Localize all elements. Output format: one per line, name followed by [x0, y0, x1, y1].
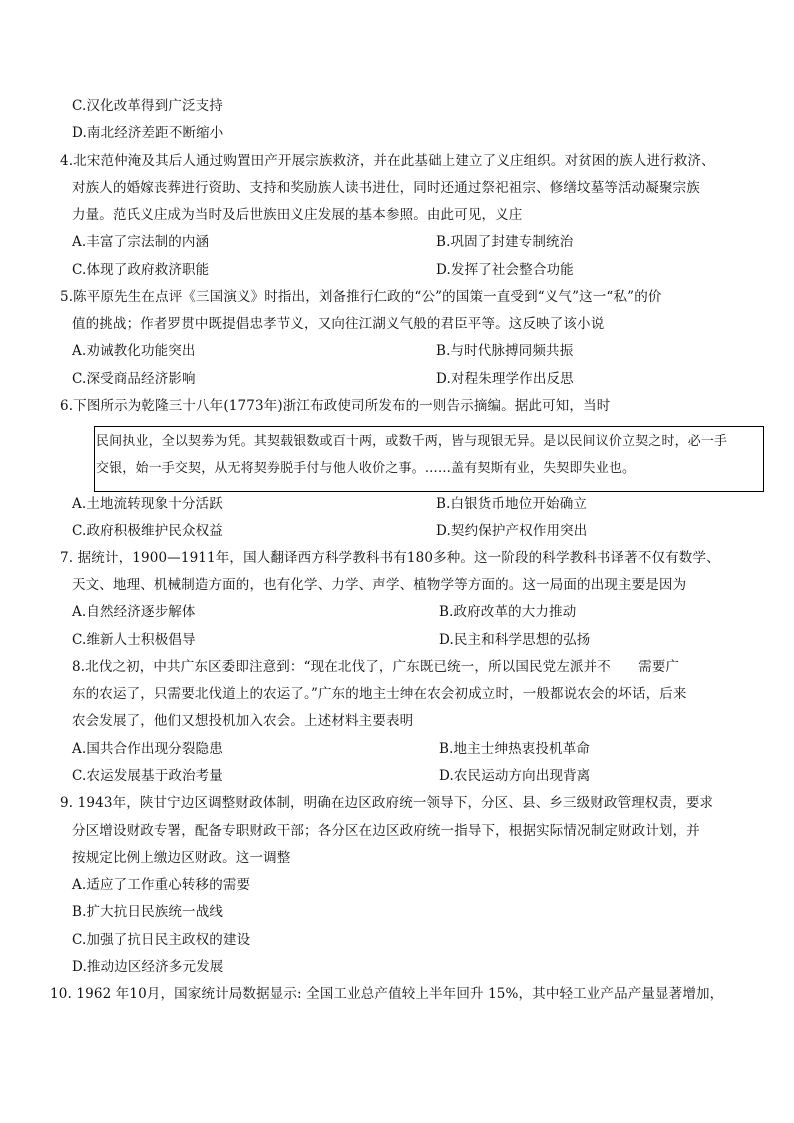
q6-quote-line-1: 民间执业，全以契劵为凭。其契载银数或百十两，或数千两，皆与现银无异。是以民间议价立契之时，必一手: [96, 434, 728, 449]
q4-option-b: B.巩固了封建专制统治: [436, 234, 574, 250]
q4-stem-line-1: 4.北宋范仲淹及其后人通过购置田产开展宗族救济，并在此基础上建立了义庄组织。对贫困的族人进行救济、: [60, 153, 715, 169]
q8-option-a: A.国共合作出现分裂隐患: [72, 741, 223, 757]
q8-option-b: B.地主士绅热衷投机革命: [439, 741, 591, 757]
q4-option-a: A.丰富了宗法制的内涵: [72, 234, 210, 250]
q7-option-a: A.自然经济逐步解体: [72, 604, 196, 620]
q8-option-c: C.农运发展基于政治考量: [72, 768, 223, 784]
q5-option-b: B.与时代脉搏同频共振: [436, 343, 574, 359]
q3-option-d: D.南北经济差距不断缩小: [72, 125, 224, 141]
q9-stem-line-2: 分区增设财政专署，配备专职财政干部；各分区在边区政府统一指导下，根据实际情况制定财政计划，并: [72, 823, 700, 839]
q7-stem-line-2: 天文、地理、机械制造方面的，也有化学、力学、声学、植物学等方面的。这一局面的出现主要是因为: [72, 577, 687, 593]
q9-stem-line-1: 9. 1943年，陕甘宁边区调整财政体制，明确在边区政府统一领导下，分区、县、乡三级财政管理权责，要求: [60, 795, 714, 811]
q9-option-c: C.加强了抗日民主政权的建设: [72, 932, 251, 948]
q8-stem-line-2: 东的农运了，只需要北伐道上的农运了。”广东的地主士绅在农会初成立时，一般都说农会的坏话，后来: [72, 686, 687, 702]
q4-option-c: C.体现了政府救济职能: [72, 262, 210, 278]
q6-stem: 6.下图所示为乾隆三十八年(1773年)浙江布政使司所发布的一则告示摘编。据此可知，当时: [60, 398, 611, 414]
q7-option-c: C.维新人士积极倡导: [72, 632, 196, 648]
q7-option-d: D.民主和科学思想的弘扬: [439, 632, 591, 648]
q5-option-c: C.深受商品经济影响: [72, 371, 196, 387]
q6-option-b: B.白银货币地位开始确立: [436, 496, 588, 512]
q9-option-a: A.适应了工作重心转移的需要: [72, 877, 251, 893]
q7-option-b: B.政府改革的大力推动: [439, 604, 577, 620]
q6-option-a: A.土地流转现象十分活跃: [72, 496, 223, 512]
q5-stem-line-1: 5.陈平原先生在点评《三国演义》时指出，刘备推行仁政的“公”的国策一直受到“义气”这一“私”的价: [60, 289, 662, 305]
q3-option-c: C.汉化改革得到广泛支持: [72, 98, 223, 114]
q4-stem-line-3: 力量。范氏义庄成为当时及后世族田义庄发展的基本参照。由此可见，义庄: [72, 207, 523, 223]
q8-stem-line-3: 农会发展了，他们又想投机加入农会。上述材料主要表明: [72, 713, 414, 729]
q8-option-d: D.农民运动方向出现背离: [439, 768, 591, 784]
q6-option-d: D.契约保护产权作用突出: [436, 523, 588, 539]
q4-option-d: D.发挥了社会整合功能: [436, 262, 574, 278]
q9-stem-line-3: 按规定比例上缴边区财政。这一调整: [72, 850, 291, 866]
q7-stem-line-1: 7. 据统计，1900—1911年，国人翻译西方科学教科书有180多种。这一阶段的科学教科书译著不仅有数学、: [60, 550, 720, 566]
q4-stem-line-2: 对族人的婚嫁丧葬进行资助、支持和奖励族人读书进仕，同时还通过祭祀祖宗、修缮坟墓等活动凝聚宗族: [72, 180, 700, 196]
q9-option-d: D.推动边区经济多元发展: [72, 959, 224, 975]
q5-option-a: A.劝诫教化功能突出: [72, 343, 196, 359]
q5-option-d: D.对程朱理学作出反思: [436, 371, 574, 387]
q5-stem-line-2: 值的挑战；作者罗贯中既提倡忠孝节义，又向往江湖义气般的君臣平等。这反映了该小说: [72, 316, 605, 332]
q6-option-c: C.政府积极维护民众权益: [72, 523, 223, 539]
q9-option-b: B.扩大抗日民族统一战线: [72, 904, 224, 920]
q8-stem-line-1: 8.北伐之初，中共广东区委即注意到：“现在北伐了，广东既已统一，所以国民党左派并不 需要广: [72, 659, 680, 675]
q6-quote-line-2: 交银，始一手交契，从无将契券脱手付与他人收价之事。……盖有契斯有业，失契即失业也。: [96, 461, 636, 476]
q10-stem: 10. 1962 年10月，国家统计局数据显示: 全国工业总产值较上半年回升 15%，其中轻工业产品产量显著增加，: [50, 986, 724, 1002]
